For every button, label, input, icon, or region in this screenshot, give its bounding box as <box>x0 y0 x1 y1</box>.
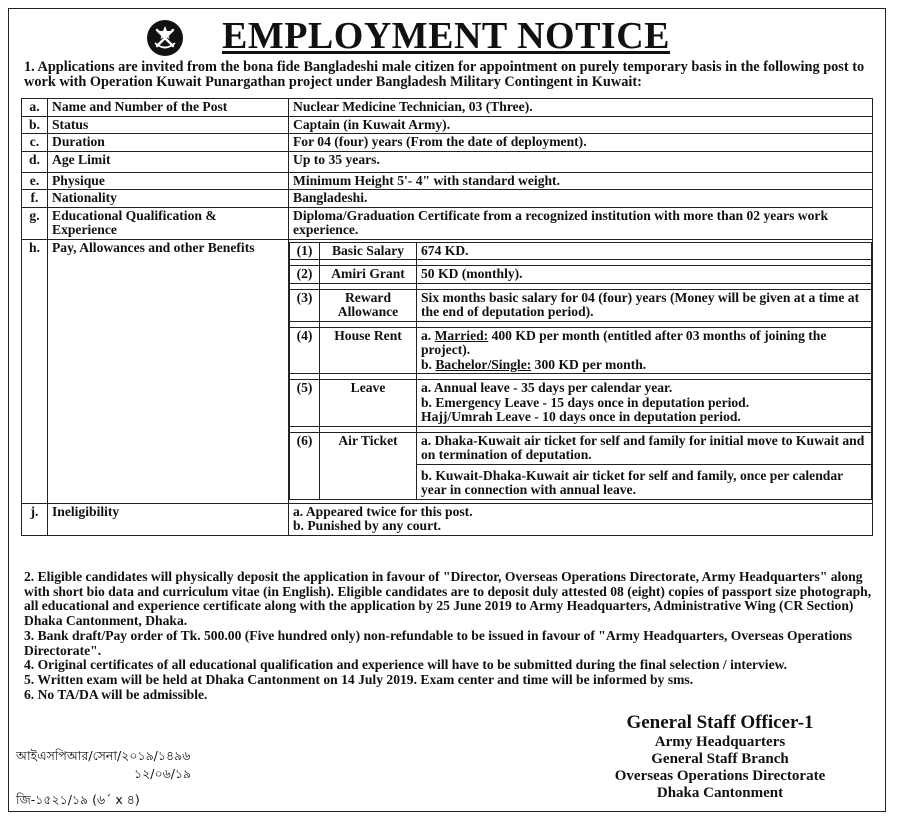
benefit-label: House Rent <box>320 327 417 374</box>
benefit-number: (4) <box>290 327 320 374</box>
house-rent-married-text: 400 KD per month (entitled after 03 months of joining the project). <box>421 327 827 357</box>
reference-date: ১২/০৬/১৯ <box>134 766 192 781</box>
row-letter: c. <box>22 134 48 152</box>
table-row <box>290 432 872 464</box>
row-value: Nuclear Medicine Technician, 03 (Three). <box>289 99 873 117</box>
benefit-label: Reward Allowance <box>320 289 417 321</box>
instruction-item: 4. Original certificates of all educational qualification and experience will have to be submitted during the final selection / interview. <box>24 657 788 673</box>
row-value: Up to 35 years. <box>289 151 873 172</box>
benefit-label: Amiri Grant <box>320 266 417 284</box>
row-label: Physique <box>48 172 289 190</box>
benefit-value: Six months basic salary for 04 (four) years (Money will be given at a time at the end of deputation period). <box>417 289 872 321</box>
benefit-number: (3) <box>290 289 320 321</box>
row-label: Status <box>48 116 289 134</box>
row-letter: b. <box>22 116 48 134</box>
benefit-value: 674 KD. <box>417 242 872 260</box>
emergency-leave: b. Emergency Leave - 15 days once in deputation period. <box>421 394 750 410</box>
instruction-item: 2. Eligible candidates will physically deposit the application in favour of "Director, Overseas Operations Directorate, Army Headquarters" along with short bio data and curriculum vitae (in English). Eligible candidates are to deposit duly attested 08 (eight) copies of passport size photograph, all educational and experience certificate along with the application by 25 June 2019 to Army Headquarters, Administrative Wing (CR Section) Dhaka Cantonment, Dhaka. <box>24 569 872 629</box>
benefit-value: 50 KD (monthly). <box>417 266 872 284</box>
benefit-number: (2) <box>290 266 320 284</box>
row-label: Duration <box>48 134 289 152</box>
benefit-label: Air Ticket <box>320 432 417 499</box>
army-emblem-icon <box>146 19 184 57</box>
row-label: Name and Number of the Post <box>48 99 289 117</box>
house-rent-single-text: 300 KD per month. <box>531 356 647 372</box>
table-row <box>290 380 872 427</box>
table-row <box>22 503 873 535</box>
row-letter: j. <box>22 503 48 535</box>
row-value: Captain (in Kuwait Army). <box>289 116 873 134</box>
ineligibility-b: b. Punished by any court. <box>293 518 442 533</box>
pay-benefits-cell <box>289 239 873 503</box>
pay-benefits-table <box>289 242 872 500</box>
instruction-item: 3. Bank draft/Pay order of Tk. 500.00 (Five hundred only) non-refundable to be issued in favour of "Army Headquarters, Overseas Operations Directorate". <box>24 627 852 658</box>
table-row <box>22 190 873 208</box>
table-row <box>290 327 872 374</box>
benefit-label: Basic Salary <box>320 242 417 260</box>
table-row <box>22 207 873 239</box>
benefit-label: Leave <box>320 380 417 427</box>
benefit-number: (1) <box>290 242 320 260</box>
air-ticket-annual: b. Kuwait-Dhaka-Kuwait air ticket for self and family, once per calendar year in connection with annual leave. <box>417 464 872 499</box>
reference-code: জি-১৫২১/১৯ (৬´ x ৪) <box>16 792 140 807</box>
instruction-item: 5. Written exam will be held at Dhaka Cantonment on 14 July 2019. Exam center and time will be informed by sms. <box>24 671 694 687</box>
table-row <box>290 289 872 321</box>
intro-paragraph: 1. Applications are invited from the bona fide Bangladeshi male citizen for appointment on purely temporary basis in the following post to work with Operation Kuwait Punargathan project under Bangladesh Military Contingent in Kuwait: <box>24 59 865 90</box>
row-label: Pay, Allowances and other Benefits <box>48 239 289 503</box>
row-letter: d. <box>22 151 48 172</box>
house-rent-single-prefix: b. <box>421 356 436 372</box>
signature-block <box>560 712 880 802</box>
table-row <box>22 134 873 152</box>
signatory-title: General Staff Officer-1 <box>626 712 814 733</box>
row-value: Minimum Height 5'- 4" with standard weight. <box>289 172 873 190</box>
row-letter: h. <box>22 239 48 503</box>
table-row <box>22 116 873 134</box>
table-row <box>22 151 873 172</box>
house-rent-single-key: Bachelor/Single: <box>435 356 532 372</box>
signatory-line: Dhaka Cantonment <box>656 785 784 801</box>
row-label: Nationality <box>48 190 289 208</box>
benefit-number: (6) <box>290 432 320 499</box>
hajj-umrah-leave: Hajj/Umrah Leave - 10 days once in deputation period. <box>421 409 741 424</box>
benefit-value <box>417 327 872 374</box>
row-label: Age Limit <box>48 151 289 172</box>
signatory-line: Army Headquarters <box>654 734 786 750</box>
page-title: EMPLOYMENT NOTICE <box>222 15 671 57</box>
annual-leave: a. Annual leave - 35 days per calendar year. <box>421 380 673 395</box>
signatory-line: General Staff Branch <box>651 751 789 767</box>
row-value <box>289 503 873 535</box>
row-letter: g. <box>22 207 48 239</box>
row-value: For 04 (four) years (From the date of deployment). <box>289 134 873 152</box>
post-details-table <box>21 98 873 536</box>
ineligibility-a: a. Appeared twice for this post. <box>293 503 473 519</box>
table-row <box>22 172 873 190</box>
benefit-value <box>417 380 872 427</box>
house-rent-married-prefix: a. <box>421 327 435 343</box>
table-row <box>22 99 873 117</box>
row-label: Educational Qualification & Experience <box>48 207 289 239</box>
reference-number: আইএসপিআর/সেনা/২০১৯/১৪৯৬ <box>16 748 191 763</box>
signatory-line: Overseas Operations Directorate <box>614 768 826 784</box>
table-row <box>290 266 872 284</box>
air-ticket-initial: a. Dhaka-Kuwait air ticket for self and family for initial move to Kuwait and on termination of deputation. <box>417 432 872 464</box>
row-value: Bangladeshi. <box>289 190 873 208</box>
house-rent-married-key: Married: <box>434 327 489 343</box>
instructions-section <box>24 570 876 702</box>
instruction-item: 6. No TA/DA will be admissible. <box>24 686 208 702</box>
row-value: Diploma/Graduation Certificate from a recognized institution with more than 02 years work experience. <box>289 207 873 239</box>
row-letter: f. <box>22 190 48 208</box>
table-row <box>290 242 872 260</box>
table-row <box>22 239 873 503</box>
row-letter: a. <box>22 99 48 117</box>
row-letter: e. <box>22 172 48 190</box>
benefit-number: (5) <box>290 380 320 427</box>
row-label: Ineligibility <box>48 503 289 535</box>
